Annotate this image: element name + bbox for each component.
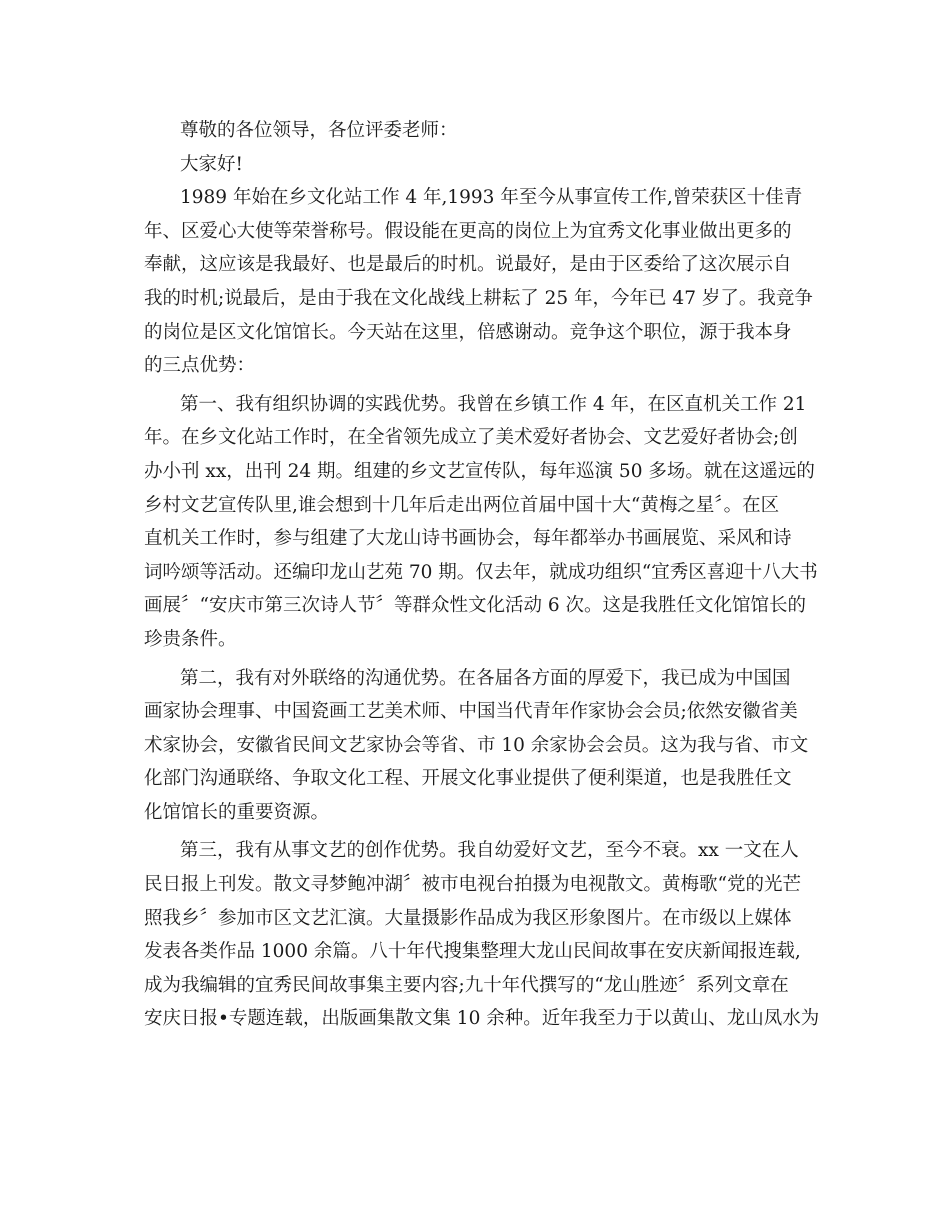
paragraph-line: 直机关工作时，参与组建了大龙山诗书画协会，每年都举办书画展览、采风和诗 bbox=[144, 528, 792, 550]
paragraph-line: 术家协会，安徽省民间文艺家协会等省、市 10 余家协会会员。这为我与省、市文 bbox=[144, 734, 809, 756]
paragraph-line: 成为我编辑的宜秀民间故事集主要内容;九十年代撰写的“龙山胜迹〞系列文章在 bbox=[144, 974, 789, 996]
paragraph-line: 词吟颂等活动。还编印龙山艺苑 70 期。仅去年，就成功组织“宜秀区喜迎十八大书 bbox=[144, 561, 818, 583]
paragraph-line: 化部门沟通联络、争取文化工程、开展文化事业提供了便利渠道，也是我胜任文 bbox=[144, 768, 792, 790]
paragraph-intro bbox=[144, 181, 813, 383]
paragraph-second bbox=[144, 662, 810, 830]
paragraph-line: 第二，我有对外联络的沟通优势。在各届各方面的厚爱下，我已成为中国国 bbox=[180, 667, 791, 689]
paragraph-line: 第一、我有组织协调的实践优势。我曾在乡镇工作 4 年，在区直机关工作 21 bbox=[180, 393, 807, 415]
paragraph-third bbox=[144, 834, 820, 1036]
paragraph-line: 奉献，这应该是我最好、也是最后的时机。说最好，是由于区委给了这次展示自 bbox=[144, 254, 792, 276]
paragraph-line: 第三，我有从事文艺的创作优势。我自幼爱好文艺，至今不衰。xx 一文在人 bbox=[180, 840, 799, 862]
greeting-line: 尊敬的各位领导，各位评委老师： bbox=[180, 120, 458, 141]
paragraph-line: 的三点优势： bbox=[144, 355, 256, 377]
paragraph-line: 办小刊 xx，出刊 24 期。组建的乡文艺宣传队，每年巡演 50 多场。就在这遥远的 bbox=[144, 460, 815, 482]
paragraph-line: 年。在乡文化站工作时，在全省领先成立了美术爱好者协会、文艺爱好者协会;创 bbox=[144, 427, 798, 449]
paragraph-line: 的岗位是区文化馆馆长。今天站在这里，倍感谢动。竞争这个职位，源于我本身 bbox=[144, 321, 792, 343]
paragraph-line: 画展〞“安庆市第三次诗人节〞等群众性文化活动 6 次。这是我胜任文化馆馆长的 bbox=[144, 595, 806, 617]
paragraph-line: 乡村文艺宣传队里,谁会想到十几年后走出两位首届中国十大“黄梅之星〞。在区 bbox=[144, 494, 780, 516]
paragraph-line: 珍贵条件。 bbox=[144, 628, 237, 650]
paragraph-line: 我的时机;说最后，是由于我在文化战线上耕耘了 25 年，今年已 47 岁了。我竞争 bbox=[144, 287, 813, 309]
paragraph-line: 年、区爱心大使等荣誉称号。假设能在更高的岗位上为宜秀文化事业做出更多的 bbox=[144, 220, 792, 242]
paragraph-line: 发表各类作品 1000 余篇。八十年代搜集整理大龙山民间故事在安庆新闻报连载, bbox=[144, 941, 801, 963]
hello-line: 大家好! bbox=[180, 153, 243, 175]
paragraph-line: 化馆馆长的重要资源。 bbox=[144, 801, 330, 823]
paragraph-first bbox=[144, 388, 818, 657]
paragraph-line: 民日报上刊发。散文寻梦鲍冲湖〞被市电视台拍摄为电视散文。黄梅歌“党的光芒 bbox=[144, 874, 801, 896]
document-body bbox=[144, 114, 820, 1036]
paragraph-line: 安庆日报•专题连载，出版画集散文集 10 余种。近年我至力于以黄山、龙山凤水为 bbox=[144, 1008, 820, 1030]
paragraph-line: 画家协会理事、中国瓷画工艺美术师、中国当代青年作家协会会员;依然安徽省美 bbox=[144, 701, 798, 723]
paragraph-line: 照我乡〞参加市区文艺汇演。大量摄影作品成为我区形象图片。在市级以上媒体 bbox=[144, 907, 792, 929]
paragraph-line: 1989 年始在乡文化站工作 4 年,1993 年至今从事宣传工作,曾荣获区十佳青 bbox=[180, 187, 803, 209]
